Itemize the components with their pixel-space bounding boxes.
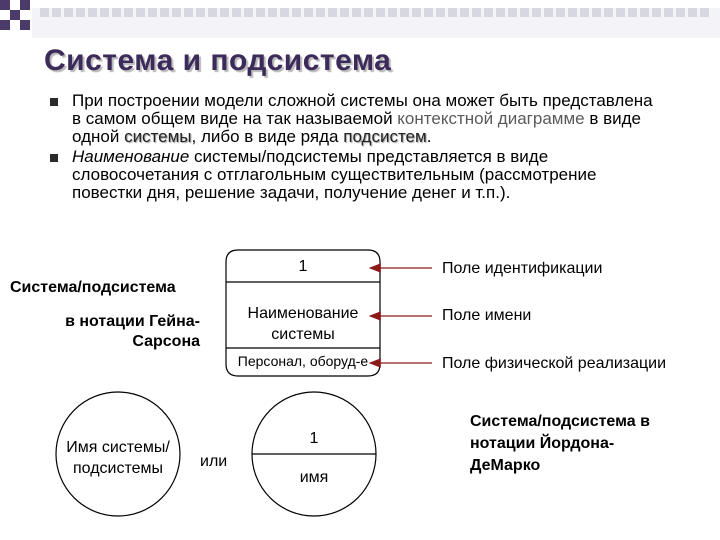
bullet-text-part: .	[426, 127, 432, 146]
bullet-text-part: При построении модели сложной системы она может быть представлена в самом общем виде на так называемой	[72, 91, 653, 128]
box-name-line1: Наименование	[247, 305, 359, 322]
circle1-line2: подсистемы	[72, 460, 164, 477]
box-name-line2: системы	[271, 326, 335, 343]
bullet-text-part: в виде одной	[72, 109, 641, 146]
yourdon-label-line2: нотации Йордона-	[470, 435, 615, 452]
circle2-id: 1	[309, 430, 319, 447]
yourdon-label-line1: Система/подсистема в	[470, 413, 650, 430]
yourdon-label-line3: ДеМарко	[470, 457, 541, 474]
circle1-line1: Имя системы/	[66, 439, 170, 456]
gane-sarson-label-line1: Система/подсистема	[10, 279, 176, 296]
field-id-label: Поле идентификации	[442, 260, 603, 277]
bullet-text-part: подсистем	[343, 127, 427, 146]
box-physical: Персонал, оборуд-е	[237, 353, 369, 369]
bullet-text-part: Наименование	[72, 147, 190, 166]
gane-sarson-label-line3: Сарсона	[132, 333, 200, 350]
bullet-text-part: системы/подсистемы представляется в виде словосочетания с отглагольным существительным (рассмотрение повестки дня, решение задачи, получение денег и т.п.).	[72, 147, 597, 202]
bullet-text-part: , либо в виде ряда	[191, 127, 344, 146]
gane-sarson-label-line2: в нотации Гейна-	[65, 313, 200, 330]
page-title: Система и подсистема	[44, 44, 392, 77]
field-physical-label: Поле физической реализации	[442, 355, 667, 372]
field-name-label: Поле имени	[442, 307, 532, 324]
box-id: 1	[298, 258, 308, 275]
bullet-text-part: системы	[124, 127, 192, 146]
circle2-name: имя	[299, 469, 329, 486]
or-label: или	[200, 453, 228, 470]
bullet-text-part: контекстной диаграмме	[397, 109, 585, 128]
